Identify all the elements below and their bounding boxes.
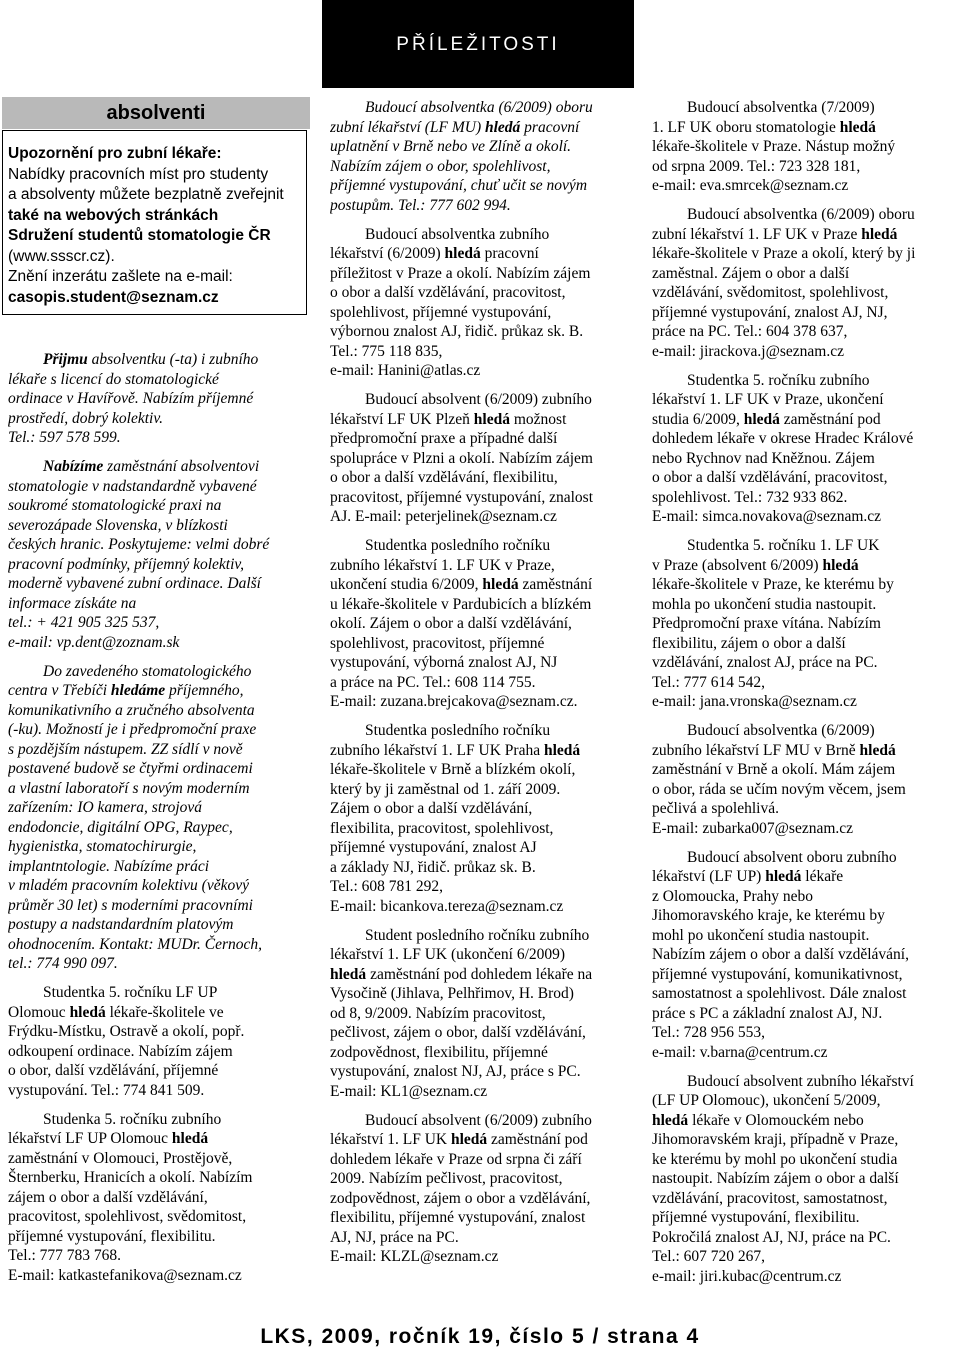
ad-line: E-mail: KLZL@seznam.cz <box>330 1248 499 1265</box>
ad-line: spolehlivost, příjemné vystupování, <box>330 303 552 321</box>
ad-line: Tel.: 728 956 553, <box>652 1024 766 1041</box>
ad-line: Do zavedeného stomatologického <box>43 662 252 680</box>
ad-line: lékaře-školitele v Praze. Nástup možný <box>652 138 896 155</box>
column-right <box>652 98 958 1298</box>
ad-line: vystupování, znalost NJ, AJ, práce s PC. <box>330 1063 581 1080</box>
ad-line: a práce na PC. Tel.: 608 114 755. <box>330 673 536 691</box>
ad-line: Budoucí absolventka (6/2009) oboru <box>365 99 593 116</box>
ad-line: o obor, další vzdělávání, příjemné <box>8 1062 219 1079</box>
line-text: absolventku (-ta) i zubního <box>87 351 259 368</box>
ad-line: vystupování. Tel.: 774 841 509. <box>8 1081 205 1099</box>
ad-line: Budoucí absolvent oboru zubního <box>687 848 897 866</box>
ad-line: lékaře-školitele v Brně a blízkém okolí, <box>330 761 576 778</box>
ad-line: zodpovědnost, zájem o obor a vzdělávání, <box>330 1189 591 1207</box>
ad-line: 2009. Nabízím pečlivost, pracovitost, <box>330 1170 563 1187</box>
ad-line: e-mail: vp.dent@zoznam.sk <box>8 633 180 651</box>
ad-line: průměr 30 let) s moderními pracovními <box>8 896 253 914</box>
ad-line <box>8 457 310 477</box>
ad-line: Šternberku, Hranicích a okolí. Nabízím <box>8 1169 253 1186</box>
ad-line: příjemné vystupování, chuť učit se novým <box>330 177 588 194</box>
ad-line: českých hranic. Poskytujeme: velmi dobré <box>8 536 270 553</box>
ad-line: Budoucí absolvent (6/2009) zubního <box>365 1111 592 1129</box>
ad-line: flexibilitu, příjemné vystupování, znalost <box>330 1209 586 1226</box>
line-text: příjemného, <box>165 682 244 699</box>
ad-line: implantntologie. Nabízíme práci <box>8 857 210 875</box>
ad-line: Jihomoravského kraje, ke kterému by <box>652 907 885 924</box>
ad-line: AJ. E-mail: peterjelinek@seznam.cz <box>330 508 557 525</box>
line-text: možnost <box>509 410 567 428</box>
classified-ad <box>652 848 958 1063</box>
bold-term: hledá <box>765 868 802 885</box>
bold-term: hledá <box>543 741 581 759</box>
ad-line: příjemné vystupování, komunikativnost, <box>652 965 903 983</box>
ad-line: výbornou znalost AJ, řidič. průkaz sk. B. <box>330 323 584 340</box>
ad-line: uplatnění v Brně nebo ve Zlíně a okolí. <box>330 138 572 155</box>
line-text: centra v Třebíči <box>8 682 111 699</box>
ad-line: prostředí, dobrý kolektiv. <box>8 409 163 427</box>
ad-line: lékaře-školitele v Praze a okolí, který by ji <box>652 245 916 262</box>
ad-line: e-mail: v.barna@centrum.cz <box>652 1043 828 1061</box>
line-text: studia 6/2009, <box>652 410 744 428</box>
notice-line: Znění inzerátu zašlete na e-mail: <box>8 268 233 285</box>
ad-line <box>652 556 958 576</box>
ad-line: Studentka posledního ročníku <box>365 537 551 554</box>
classified-ad <box>8 983 310 1100</box>
ad-line: Tel.: 597 578 599. <box>8 429 121 446</box>
ad-line: E-mail: bicankova.tereza@seznam.cz <box>330 897 564 915</box>
line-text: lékařství LF UK Plzeň <box>330 410 474 428</box>
ad-line: (-ku). Možností je i předpromoční praxe <box>8 721 257 738</box>
ad-line: Studentka 5. ročníku 1. LF UK <box>687 537 880 554</box>
line-text: lékařství 1. LF UK <box>330 1131 451 1148</box>
ad-line <box>8 1003 310 1023</box>
ad-line: zařízením: IO kamera, strojová <box>8 799 203 816</box>
line-text: zaměstnání pod <box>487 1131 588 1148</box>
ad-line: postavené budově se čtyřmi ordinacemi <box>8 760 253 777</box>
ad-line: Zájem o obor a další vzdělávání, <box>330 800 533 817</box>
ad-line <box>8 681 310 701</box>
ad-line: Jihomoravském kraji, případně v Praze, <box>652 1131 899 1148</box>
ad-line: příjemné vystupování, flexibilitu. <box>652 1209 860 1226</box>
ad-line: lékařství 1. LF UK v Praze, ukončení <box>652 391 884 408</box>
ad-line: Nabízím zájem o obor a další vzdělávání, <box>652 946 909 963</box>
ad-line <box>652 1111 958 1131</box>
ad-line: moderně vybavené zubní ordinace. Další <box>8 575 261 592</box>
ad-line: lékařství 1. LF UK (ukončení 6/2009) <box>330 946 566 963</box>
line-text: lékaře <box>801 868 844 885</box>
ad-line: Frýdku-Místku, Ostravě a okolí, popř. <box>8 1023 245 1040</box>
classified-ad <box>652 536 958 712</box>
bold-term: Nabízíme <box>43 458 104 475</box>
ad-line: od 8, 9/2009. Nabízím pracovitost, <box>330 1004 546 1022</box>
line-text: lékaře-školitele ve <box>105 1003 224 1021</box>
ad-line: tel.: + 421 905 325 537, <box>8 614 160 631</box>
bold-term: hledá <box>69 1003 106 1021</box>
notice-box <box>2 130 307 315</box>
ad-line: E-mail: zubarka007@seznam.cz <box>652 819 854 837</box>
ad-line: Budoucí absolventka (6/2009) <box>687 722 875 739</box>
ad-line: Studentka 5. ročníku zubního <box>687 371 870 389</box>
ad-line: vzdělávání, znalost AJ, práce na PC. <box>652 654 878 671</box>
line-text: zubní lékařství 1. LF UK v Praze <box>652 225 862 243</box>
ad-line: zodpovědnost, flexibilitu, příjemné <box>330 1043 548 1061</box>
ad-line: Tel.: 607 720 267, <box>652 1248 766 1265</box>
ad-line: E-mail: KL1@seznam.cz <box>330 1082 488 1100</box>
ad-line: tel.: 774 990 097. <box>8 955 118 972</box>
section-header-box <box>322 0 634 88</box>
bold-term: hledá <box>473 410 510 428</box>
ad-line: ordinace v Havířově. Nabízím příjemné <box>8 390 254 407</box>
ad-line: pečlivost, zájem o obor, další vzdělávání, <box>330 1024 586 1041</box>
ad-line: a vlastní laboratoří s novým moderním <box>8 779 250 797</box>
ad-line: komunikativního a zručného absolventa <box>8 701 255 719</box>
ad-line: Budoucí absolvent zubního lékařství <box>687 1072 914 1090</box>
ad-line <box>8 1129 310 1149</box>
column-middle <box>330 98 635 1298</box>
ad-line: zaměstnání v Brně a okolí. Mám zájem <box>652 761 896 778</box>
classified-ad <box>330 225 635 381</box>
ad-line: o obor, ráda se učím novým věcem, jsem <box>652 780 906 798</box>
line-text: lékařství (6/2009) <box>330 245 445 262</box>
classified-ad <box>652 205 958 361</box>
bold-term: Přijmu <box>43 351 88 368</box>
ad-line: Budoucí absolventka (6/2009) oboru <box>687 206 915 223</box>
ad-line: dohledem lékaře v okrese Hradec Králové <box>652 430 914 447</box>
line-text: zaměstnání pod dohledem lékaře na <box>366 965 593 983</box>
ad-line: Studentka 5. ročníku LF UP <box>43 984 218 1001</box>
line-text: zaměstnání pod <box>779 410 881 428</box>
line-text: zaměstnání <box>518 576 593 593</box>
ad-line: severozápade Slovenska, v blízkosti <box>8 516 228 534</box>
ad-line: který by ji zaměstnal od 1. září 2009. <box>330 780 561 798</box>
ad-line: Budoucí absolventka zubního <box>365 225 550 243</box>
line-text: zubního lékařství LF MU v Brně <box>652 741 860 759</box>
line-text: ukončení studia 6/2009, <box>330 576 483 593</box>
ad-line: o obor a další vzdělávání, pracovitost, <box>330 284 566 301</box>
ad-line: lékaře-školitele v Praze, ke kterému by <box>652 576 894 593</box>
notice-line: casopis.student@seznam.cz <box>8 288 219 306</box>
category-title: absolventi <box>106 102 206 124</box>
ad-line <box>330 575 635 595</box>
ad-line: v mladém pracovním kolektivu (věkový <box>8 877 249 894</box>
ad-line <box>330 410 635 430</box>
ad-line: Budoucí absolventka (7/2009) <box>687 99 875 116</box>
ad-line: ohodnocením. Kontakt: MUDr. Černoch, <box>8 935 262 953</box>
line-text: pracovní <box>480 245 539 262</box>
ad-line <box>652 741 958 761</box>
ad-line: vystupování, výborná znalost AJ, NJ <box>330 654 558 671</box>
classified-ad <box>330 721 635 916</box>
ad-line: samostatnost a spolehlivost. Dále znalost <box>652 985 907 1002</box>
classified-ad <box>330 1111 635 1267</box>
ad-line: Studentka posledního ročníku <box>365 722 551 739</box>
notice-line: Nabídky pracovních míst pro studenty <box>8 165 269 183</box>
bold-term: hledá <box>330 965 367 983</box>
bold-term: hledá <box>482 576 519 593</box>
classified-ad <box>330 390 635 527</box>
ad-line: o obor a další vzdělávání, flexibilitu, <box>330 469 558 486</box>
ad-line <box>8 350 310 370</box>
ad-line: spolehlivost, pracovitost, příjemné <box>330 634 545 652</box>
ad-line: e-mail: jirackova.j@seznam.cz <box>652 342 845 360</box>
line-text: lékařství (LF UP) <box>652 868 766 885</box>
classified-ad <box>330 926 635 1102</box>
ad-line: s pozdějším nástupem. ZZ sídlí v nově <box>8 740 243 758</box>
ad-line: informace získáte na <box>8 594 137 612</box>
ad-line: mohl po ukončení studia nastoupit. <box>652 926 870 944</box>
ad-line <box>652 410 958 430</box>
ad-line: Student posledního ročníku zubního <box>365 926 590 944</box>
classified-ad <box>652 721 958 838</box>
ad-line: Pokročilá znalost AJ, NJ, práce na PC. <box>652 1228 891 1246</box>
ad-line: postupům. Tel.: 777 602 994. <box>330 196 511 214</box>
classified-ad <box>8 1110 310 1286</box>
ad-line <box>652 867 958 887</box>
ad-line: stomatologie v nadstandardně vybavené <box>8 477 257 495</box>
ad-line: příležitost v Praze a okolí. Nabízím zájem <box>330 264 591 282</box>
ad-line: nastoupit. Nabízím zájem o obor a další <box>652 1170 899 1187</box>
line-text: Olomouc <box>8 1003 70 1021</box>
bold-term: hledá <box>861 225 898 243</box>
ad-line: předpromoční praxe a případné další <box>330 430 558 447</box>
ad-line: příjemné vystupování, znalost AJ, NJ, <box>652 303 888 321</box>
line-text: pracovní <box>520 118 580 136</box>
ad-line: pečlivá a spolehlivá. <box>652 800 779 817</box>
ad-line: zájem o obor a další vzdělávání, <box>8 1188 208 1206</box>
ad-line: E-mail: simca.novakova@seznam.cz <box>652 508 882 525</box>
classified-ad <box>330 536 635 712</box>
line-text: lékaře v Olomouckém nebo <box>688 1111 864 1129</box>
ad-line <box>652 118 958 138</box>
ad-line: zaměstnal. Zájem o obor a další <box>652 264 850 282</box>
classified-ad <box>652 371 958 527</box>
column-left <box>8 350 310 1310</box>
ad-line: okolí. Zájem o obor a další vzdělávání, <box>330 615 572 632</box>
classified-ad <box>8 457 310 652</box>
ad-line: zubního lékařství 1. LF UK v Praze, <box>330 556 555 574</box>
bold-term: hledá <box>859 741 896 759</box>
classified-ad <box>8 662 310 974</box>
line-text: v Praze (absolvent 6/2009) <box>652 556 823 574</box>
notice-line: Upozornění pro zubní lékaře: <box>8 145 222 162</box>
line-text: zubní lékařství (LF MU) <box>330 118 485 136</box>
ad-line: soukromé stomatologické praxi na <box>8 497 222 514</box>
ad-line: Vysočině (Jihlava, Pelhřimov, H. Brod) <box>330 985 574 1002</box>
ad-line: u lékaře-školitele v Pardubicích a blízkém <box>330 595 592 613</box>
ad-line: pracovitost, příjemné vystupování, znalost <box>330 488 594 506</box>
section-header-title: PŘÍLEŽITOSTI <box>396 34 560 55</box>
bold-term: hledá <box>743 410 780 428</box>
ad-line: nebo Rychnov nad Kněžnou. Zájem <box>652 449 875 467</box>
line-text: zubního lékařství 1. LF UK Praha <box>330 741 544 759</box>
classified-ad <box>652 1072 958 1287</box>
line-text: zaměstnání absolventovi <box>103 458 260 475</box>
notice-line: Sdružení studentů stomatologie ČR <box>8 227 271 244</box>
notice-line: (www.ssscr.cz). <box>8 247 115 265</box>
ad-line: práce na PC. Tel.: 604 378 637, <box>652 323 848 340</box>
ad-line: práce s PC a základní znalost AJ, NJ. <box>652 1004 883 1022</box>
ad-line: endodoncie, digitální OPG, Raypec, <box>8 818 233 836</box>
ad-line: e-mail: eva.smrcek@seznam.cz <box>652 177 849 194</box>
ad-line <box>652 225 958 245</box>
ad-line: spolehlivost. Tel.: 732 933 862. <box>652 488 848 506</box>
ad-line: E-mail: katkastefanikova@seznam.cz <box>8 1266 242 1284</box>
ad-line: od srpna 2009. Tel.: 723 328 181, <box>652 157 861 175</box>
ad-line: Tel.: 777 783 768. <box>8 1247 122 1264</box>
ad-line: odkoupení ordinace. Nabízím zájem <box>8 1042 233 1060</box>
bold-term: hledá <box>171 1130 209 1147</box>
ad-line <box>330 118 635 138</box>
ad-line: příjemné vystupování, znalost AJ <box>330 839 537 856</box>
ad-line: (LF UP Olomouc), ukončení 5/2009, <box>652 1092 881 1109</box>
ad-line: e-mail: Hanini@atlas.cz <box>330 362 481 379</box>
ad-line: e-mail: jiri.kubac@centrum.cz <box>652 1267 842 1285</box>
ad-line: o obor a další vzdělávání, pracovitost, <box>652 469 888 486</box>
ad-line: flexibilita, pracovitost, spolehlivost, <box>330 819 554 837</box>
ad-line: Předpromoční praxe vítána. Nabízím <box>652 615 881 632</box>
ad-line: dohledem lékaře v Praze od srpna či září <box>330 1150 582 1168</box>
ad-line: postupy a nadstandardním platovým <box>8 916 234 933</box>
classified-ad <box>652 98 958 196</box>
notice-line: a absolventy můžete bezplatně zveřejnit <box>8 186 284 203</box>
bold-term: hledá <box>839 118 876 136</box>
ad-line: AJ, NJ, práce na PC. <box>330 1228 459 1246</box>
ad-line: Tel.: 775 118 835, <box>330 342 443 360</box>
ad-line: vzdělávání, pracovitost, samostatnost, <box>652 1189 888 1207</box>
ad-line <box>330 1130 635 1150</box>
ad-line: hygienistka, stomatochirurgie, <box>8 838 197 855</box>
ad-line: vzdělávání, svědomitost, spolehlivost, <box>652 284 889 301</box>
ad-line: pracovní podmínky, příjemný kolektiv, <box>8 555 245 573</box>
bold-term: hledá <box>652 1111 689 1129</box>
ad-line: příjemné vystupování, flexibilitu. <box>8 1227 216 1245</box>
ad-line: flexibilitu, zájem o obor a další <box>652 634 846 652</box>
ad-line <box>330 741 635 761</box>
line-text: 1. LF UK oboru stomatologie <box>652 118 840 136</box>
bold-term: hledá <box>822 556 859 574</box>
ad-line <box>330 965 635 985</box>
classified-ad <box>8 350 310 448</box>
notice-line: také na webových stránkách <box>8 206 219 224</box>
ad-line: Tel.: 608 781 292, <box>330 878 444 895</box>
ad-line: spolupráce v Plzni a okolí. Nabízím zájem <box>330 449 593 467</box>
ad-line: zaměstnání v Olomouci, Prostějově, <box>8 1149 233 1167</box>
ad-line: ke kterému by mohl po ukončení studia <box>652 1150 898 1168</box>
ad-line: Nabízím zájem o obor, spolehlivost, <box>330 157 551 175</box>
category-bar <box>2 97 310 129</box>
ad-line: a základy NJ, řidič. průkaz sk. B. <box>330 858 536 876</box>
bold-term: hledá <box>450 1131 488 1148</box>
ad-line: pracovitost, spolehlivost, svědomitost, <box>8 1208 247 1225</box>
ad-line: E-mail: zuzana.brejcakova@seznam.cz. <box>330 693 578 710</box>
classified-ad <box>330 98 635 215</box>
ad-line: mohla po ukončení studia nastoupit. <box>652 595 877 613</box>
bold-term: hledáme <box>110 682 166 699</box>
ad-line: z Olomoucka, Prahy nebo <box>652 887 813 905</box>
line-text: lékařství LF UP Olomouc <box>8 1130 172 1147</box>
ad-line: lékaře s licencí do stomatologické <box>8 370 219 388</box>
ad-line: e-mail: jana.vronska@seznam.cz <box>652 693 857 710</box>
bold-term: hledá <box>484 118 521 136</box>
page-footer: LKS, 2009, ročník 19, číslo 5 / strana 4 <box>260 1325 700 1348</box>
ad-line <box>330 244 635 264</box>
ad-line: Studenka 5. ročníku zubního <box>43 1110 222 1128</box>
bold-term: hledá <box>444 245 481 262</box>
ad-line: Budoucí absolvent (6/2009) zubního <box>365 391 592 408</box>
ad-line: Tel.: 777 614 542, <box>652 673 766 691</box>
